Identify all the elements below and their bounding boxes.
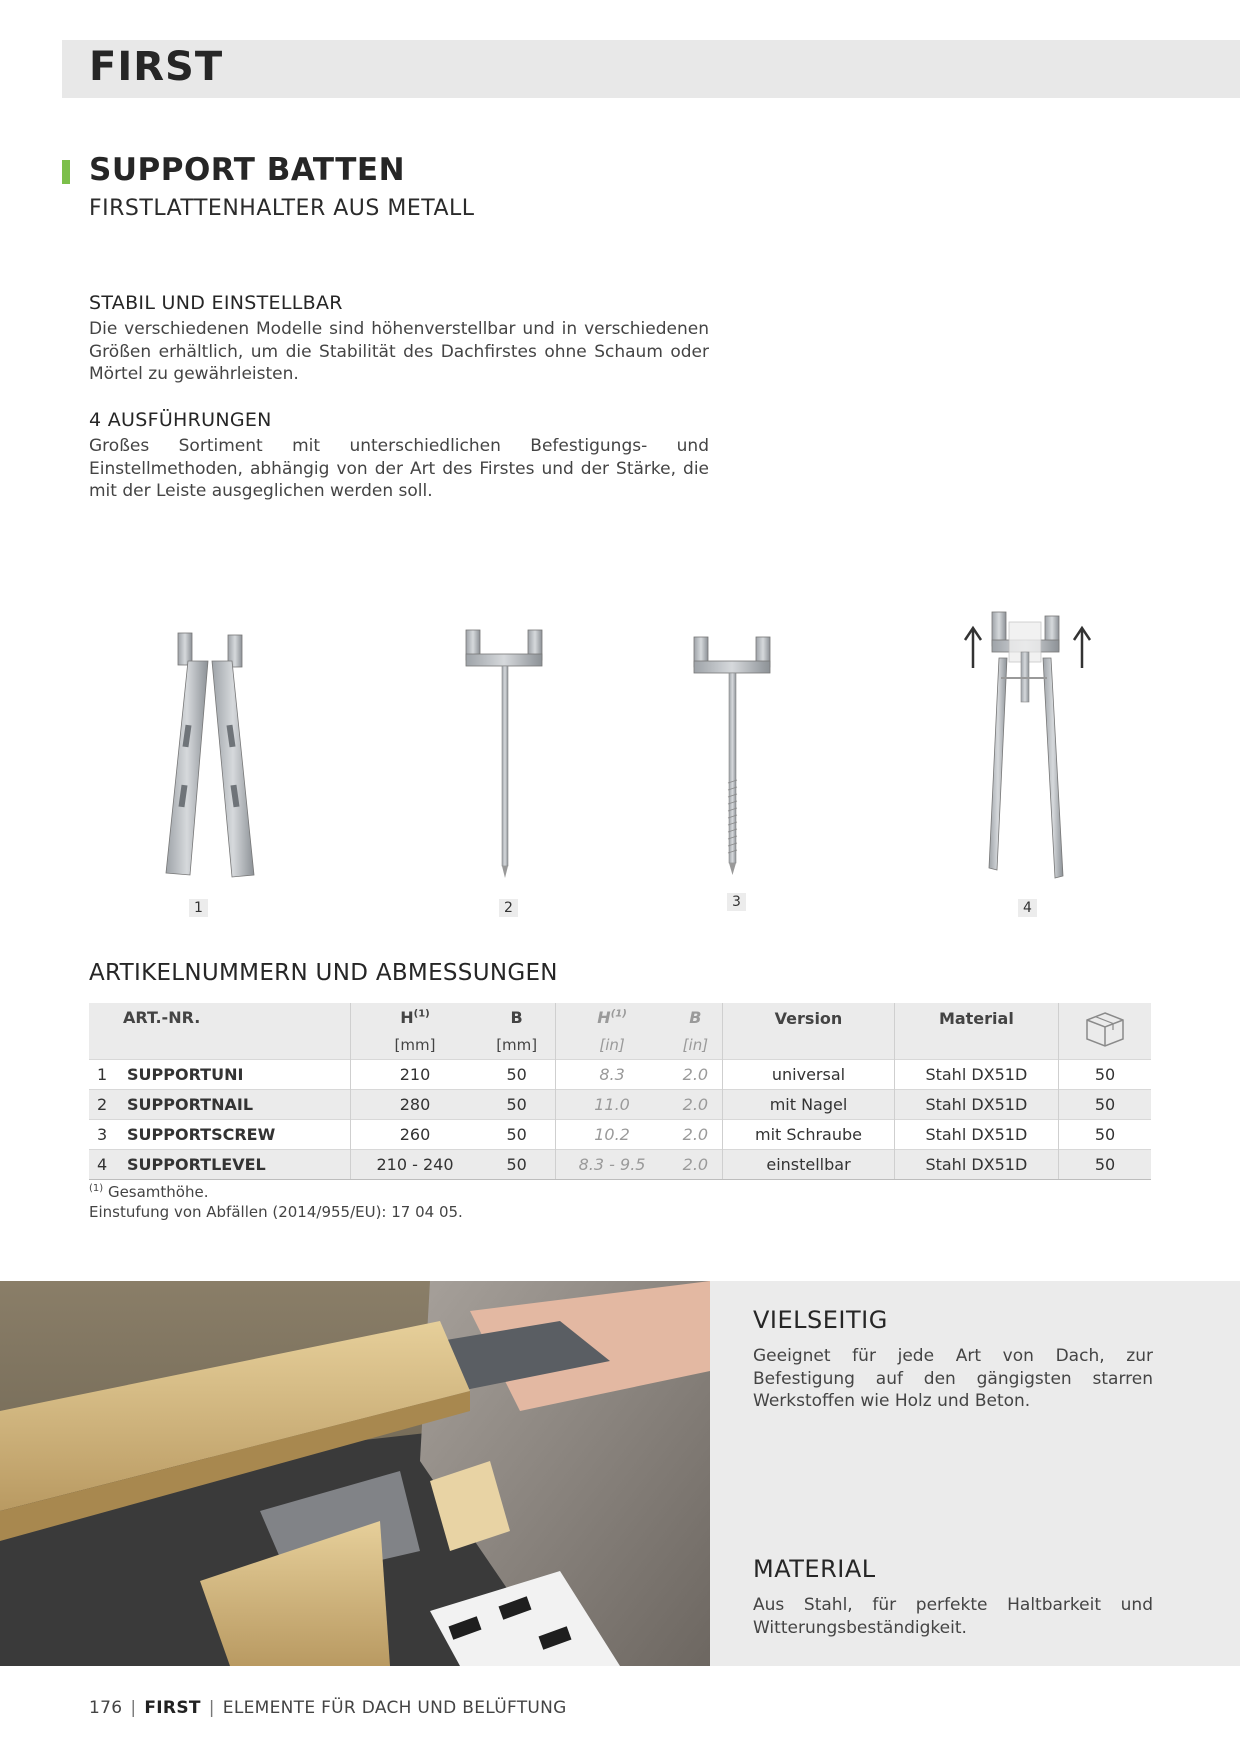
feature-text-vielseitig: Geeignet für jede Art von Dach, zur Befestigung auf den gängigsten starren Werkstoffen wie Holz und Beton. [753, 1346, 1153, 1411]
col-header-art: ART.-NR. [89, 1003, 351, 1031]
installation-photo [0, 1281, 710, 1666]
unit-h-in: [in] [555, 1031, 668, 1060]
product-number: 3 [727, 893, 746, 911]
unit-h-mm: [mm] [351, 1031, 479, 1060]
block-heading-ausfuehrungen: 4 AUSFÜHRUNGEN [89, 409, 272, 431]
header-band [62, 40, 1240, 98]
page-header-title: FIRST [89, 44, 224, 90]
product-image-supportlevel [955, 608, 1095, 888]
feature-heading-vielseitig: VIELSEITIG [753, 1306, 888, 1334]
unit-b-in: [in] [669, 1031, 723, 1060]
col-header-version: Version [723, 1003, 895, 1060]
table-footnote: $^{(1)}$ Gesamthöhe. [89, 1183, 209, 1201]
col-header-h-in: $H^{(1)}$ [555, 1003, 668, 1031]
footer-subtitle: ELEMENTE FÜR DACH UND BELÜFTUNG [222, 1698, 567, 1718]
table-row: 4 SUPPORTLEVEL 210 - 240 50 8.3 - 9.5 2.0 einstellbar Stahl DX51D 50 [89, 1150, 1151, 1180]
product-number: 4 [1018, 899, 1037, 917]
col-header-b-mm: B [479, 1003, 555, 1031]
table-row: 1 SUPPORTUNI 210 50 8.3 2.0 universal Stahl DX51D 50 [89, 1060, 1151, 1090]
accent-bar [62, 160, 70, 184]
col-header-pieces [1059, 1003, 1152, 1060]
spec-table [89, 1003, 1151, 1180]
feature-heading-material: MATERIAL [753, 1555, 876, 1583]
waste-classification: Einstufung von Abfällen (2014/955/EU): 17 04 05. [89, 1203, 463, 1221]
product-number: 2 [499, 899, 518, 917]
page-number: 176 [89, 1698, 123, 1718]
product-image-supportscrew [690, 633, 780, 883]
product-image-supportnail [462, 626, 552, 886]
block-text-stabil: Die verschiedenen Modelle sind höhenverstellbar und in verschiedenen Größen erhältlich, um die Stabilität des Dachfirstes ohne Schaum oder Mörtel zu gewährleisten. [89, 319, 709, 384]
col-header-material: Material [894, 1003, 1058, 1060]
page-footer: 176 | FIRST | ELEMENTE FÜR DACH UND BELÜFTUNG [89, 1698, 567, 1718]
table-title: ARTIKELNUMMERN UND ABMESSUNGEN [89, 960, 558, 986]
section-title: SUPPORT BATTEN [89, 152, 406, 188]
section-subtitle: FIRSTLATTENHALTER AUS METALL [89, 196, 475, 221]
product-image-supportuni [160, 625, 260, 885]
col-header-b-in: B [669, 1003, 723, 1031]
product-number: 1 [189, 899, 208, 917]
block-heading-stabil: STABIL UND EINSTELLBAR [89, 292, 343, 314]
block-text-ausfuehrungen: Großes Sortiment mit unterschiedlichen Befestigungs- und Einstellmethoden, abhängig von der Art des Firstes und der Stärke, die mit der Leiste ausgeglichen werden soll. [89, 436, 709, 501]
footer-section: FIRST [144, 1698, 201, 1718]
unit-b-mm: [mm] [479, 1031, 555, 1060]
package-box-icon [1083, 1009, 1127, 1049]
table-row: 2 SUPPORTNAIL 280 50 11.0 2.0 mit Nagel Stahl DX51D 50 [89, 1090, 1151, 1120]
col-header-h-mm: $H^{(1)}$ [351, 1003, 479, 1031]
feature-text-material: Aus Stahl, für perfekte Haltbarkeit und Witterungsbeständigkeit. [753, 1595, 1153, 1638]
table-row: 3 SUPPORTSCREW 260 50 10.2 2.0 mit Schraube Stahl DX51D 50 [89, 1120, 1151, 1150]
